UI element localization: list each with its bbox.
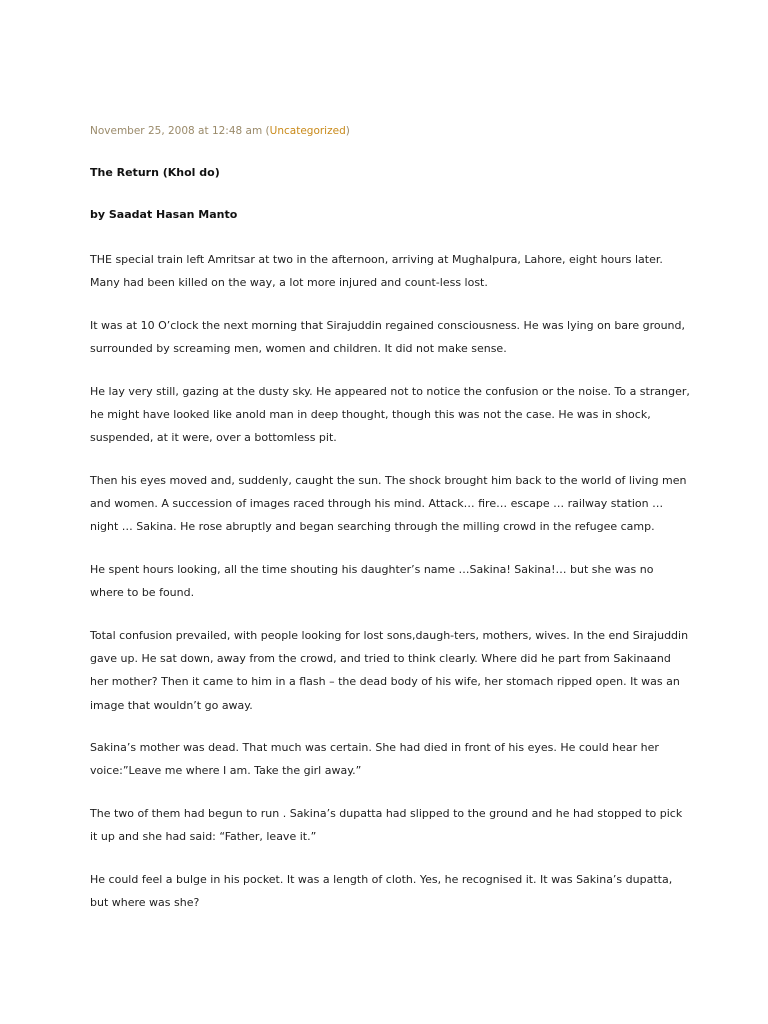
story-paragraph-4: Then his eyes moved and, suddenly, caught the sun. The shock brought him back to the world of living men and women. A succession of images raced through his mind. Attack… fire… escape … railway station … night … Sakina. He rose abruptly and began searching through the milling crowd in the refugee camp. <box>90 473 687 534</box>
story-paragraph-6: Total confusion prevailed, with people looking for lost sons,daugh-ters, mothers, wives. In the end Sirajuddin gave up. He sat down, away from the crowd, and tried to think clearly. Where did he part from Sakinaand her mother? Then it came to him in a flash – the dead body of his wife, her stomach ripped open. It was an image that wouldn’t go away. <box>90 628 689 712</box>
story-paragraph-8: The two of them had begun to run . Sakina’s dupatta had slipped to the ground and he had stopped to pick it up and she had said: “Father, leave it.” <box>90 807 683 844</box>
category-close-paren: ) <box>345 125 350 137</box>
post-meta <box>90 122 690 140</box>
category-open-paren: ( <box>262 125 270 137</box>
post-date: November 25, 2008 at 12:48 am <box>90 125 263 137</box>
story-title: The Return (Khol do) <box>90 166 220 179</box>
story-paragraph-7: Sakina’s mother was dead. That much was certain. She had died in front of his eyes. He could hear her voice:”Leave me where I am. Take the girl away.” <box>90 741 659 778</box>
post-article <box>90 122 690 934</box>
story-byline: by Saadat Hasan Manto <box>90 208 238 221</box>
category-link[interactable]: Uncategorized <box>269 125 346 137</box>
story-paragraph-9: He could feel a bulge in his pocket. It was a length of cloth. Yes, he recognised it. It was Sakina’s dupatta, but where was she? <box>90 873 673 910</box>
story-paragraph-2: It was at 10 O’clock the next morning that Sirajuddin regained consciousness. He was lying on bare ground, surrounded by screaming men, women and children. It did not make sense. <box>90 318 685 356</box>
story-paragraph-5: He spent hours looking, all the time shouting his daughter’s name …Sakina! Sakina!… but she was no where to be found. <box>90 563 654 600</box>
story-paragraph-3: He lay very still, gazing at the dusty sky. He appeared not to notice the confusion or the noise. To a stranger, he might have looked like anold man in deep thought, though this was not the case. He was in shock, suspended, at it were, over a bottomless pit. <box>90 384 690 445</box>
story-paragraph-1: THE special train left Amritsar at two in the afternoon, arriving at Mughalpura, Lahore, eight hours later. Many had been killed on the way, a lot more injured and count-less lost. <box>90 253 663 290</box>
